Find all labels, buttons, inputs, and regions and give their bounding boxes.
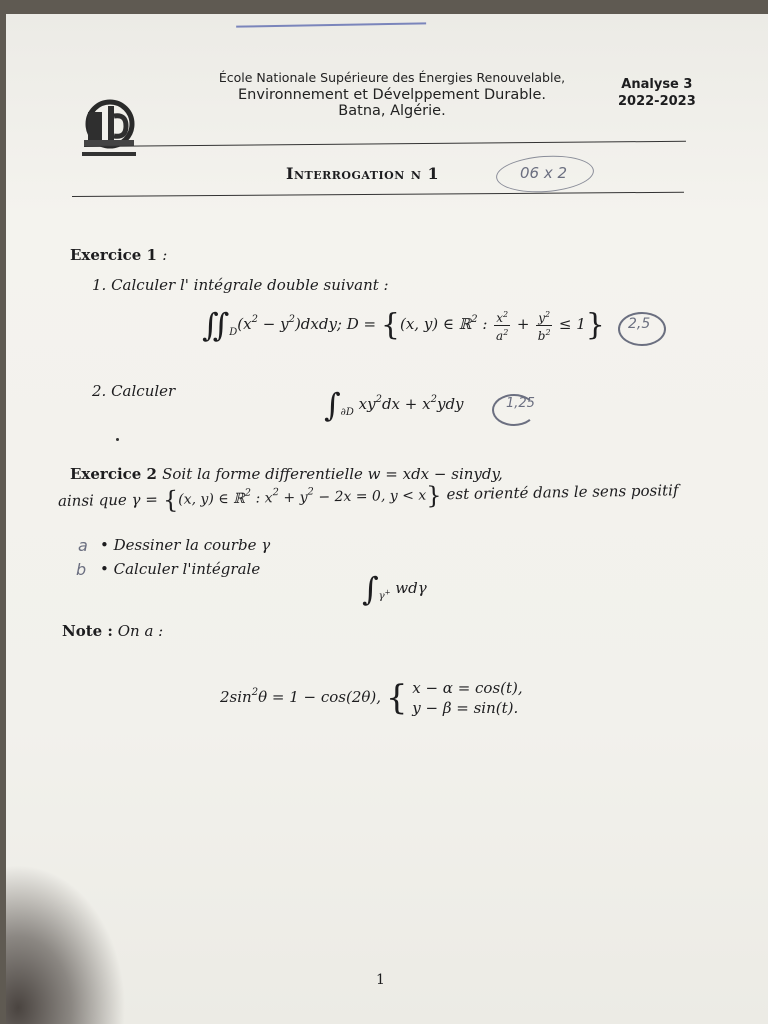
exercise2-intro: Soit la forme differentielle w = xdx − sinydy, xyxy=(162,465,503,483)
exercise2-line2-prefix: ainsi que γ = xyxy=(57,490,158,510)
note-label: Note : xyxy=(62,622,113,640)
double-integral-formula: $∬_D(x^2$ − $y^2)dxdy$; D = {(x, y) ∈ ℝ$^2$ : $\frac{x^2}{a^2}$ + $\frac{y^2}{b^2}$ ≤ 1} xyxy=(202,306,605,344)
exercise2-line1 xyxy=(70,464,503,483)
stray-dot xyxy=(116,438,119,441)
header-rule-top xyxy=(84,141,686,147)
academic-year: 2022-2023 xyxy=(618,94,696,109)
note-text: On a : xyxy=(117,622,164,640)
exercise2-bullet1-text: Dessiner la courbe γ xyxy=(113,536,271,554)
exercise1-heading-text: Exercice 1 xyxy=(70,246,157,264)
exercise2-line2-suffix: est orienté dans le sens positif xyxy=(446,481,679,504)
handwritten-mark-item1: 2,5 xyxy=(628,316,651,332)
exercise2-bullet1: • Dessiner la courbe γ xyxy=(100,536,271,554)
exercise1-item2: 2. Calculer xyxy=(92,382,176,400)
line-integral-formula: $\int_{\partial D}$ $xy^2dx + x^2ydy$ xyxy=(324,386,464,424)
school-name-line1: École Nationale Supérieure des Énergies Renouvelable, xyxy=(218,70,566,85)
exercise2-heading: Exercice 2 xyxy=(70,465,157,483)
exercise2-line2: ainsi que γ = {(x, y) ∈ ℝ$^2$ : $x^2 + y^2 - 2x = 0$, y < x} est orienté dans le sens positif xyxy=(57,481,679,515)
exercise1-item1: 1. Calculer l' intégrale double suivant : xyxy=(92,276,389,294)
exercise2-bullet2-text: Calculer l'intégrale xyxy=(113,560,261,578)
school-header xyxy=(192,70,592,119)
handwritten-bullet-mark-a: a xyxy=(78,536,88,555)
note-line xyxy=(62,622,163,640)
handwritten-mark-item2: 1,25 xyxy=(506,396,535,411)
page-number: 1 xyxy=(376,972,385,988)
gamma-integral-formula: $\int_{\gamma^+}$ wdγ xyxy=(362,570,427,608)
note-formula: $2\sin^2\theta = 1 - \cos(2\theta)$, { x − α = cos(t), y − β = sin(t). xyxy=(220,678,523,718)
school-name-line2: Environnement et Dévelppement Durable. xyxy=(238,87,546,103)
school-location: Batna, Algérie. xyxy=(338,103,446,119)
school-logo-icon xyxy=(80,94,138,158)
exercise1-heading: Exercice 1 : xyxy=(70,246,168,264)
handwritten-score: 06 x 2 xyxy=(520,164,568,182)
handwritten-scrawl xyxy=(236,14,426,28)
course-name: Analyse 3 xyxy=(621,77,693,92)
photo-shadow xyxy=(6,864,126,1024)
course-info xyxy=(618,76,696,110)
exercise2-bullet2: • Calculer l'intégrale xyxy=(100,560,261,578)
handwritten-bullet-mark-b: b xyxy=(76,560,87,579)
header-rule-bottom xyxy=(72,192,684,197)
exam-sheet xyxy=(6,14,768,1024)
exam-title: Interrogation n 1 xyxy=(286,164,440,183)
